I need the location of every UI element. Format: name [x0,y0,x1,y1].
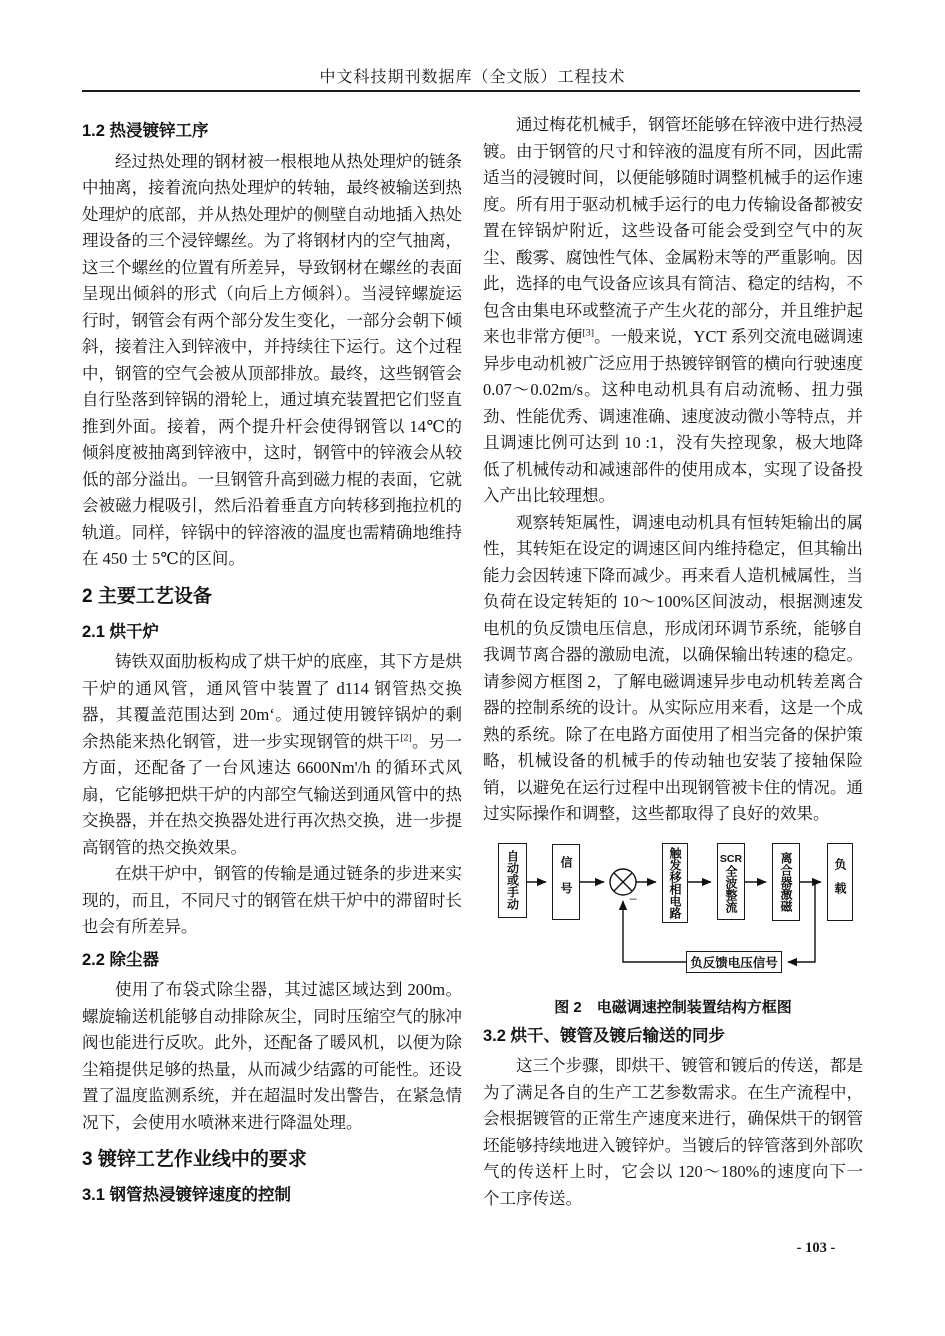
diagram-node-clutch-excitation [772,843,800,921]
diagram-node-scr-rectifier [717,843,745,920]
paragraph: 观察转矩属性，调速电动机具有恒转矩输出的属性，其转矩在设定的调速区间内维持稳定，但其输出能力会因转速下降而减少。再来看人造机械属性，当负荷在设定转矩的 10～100%区间波动，根据测速发电机的负反馈电压信息，形成闭环调节系统，能够自我调节离合器的激励电流，以确保输出转速的稳定。请参阅方框图 2，了解电磁调速异步电动机转差离合器的控制系统的设计。从实际应用来看，这是一个成熟的系统。除了在电路方面使用了相当完备的保护策略，机械设备的机械手的传动轴也安装了接轴保险销，以避免在运行过程中出现钢管被卡住的情况。通过实际操作和调整，这些都取得了良好的效果。 [483,512,863,823]
diagram-node-input [498,843,527,918]
figure-2 [483,836,863,1017]
diagram-node-label: 自动或手动 [505,850,520,910]
diagram-node-negative-feedback-voltage [686,951,782,973]
section-heading: 2 主要工艺设备 [82,585,212,607]
page-number: - 103 - [796,1240,836,1256]
section-heading: 2.2 除尘器 [82,950,160,969]
section-heading: 2.1 烘干炉 [82,622,160,641]
paragraph: 经过热处理的钢材被一根根地从热处理炉的链条中抽离，接着流向热处理炉的转轴，最终被输送到热处理炉的底部，并从热处理炉的侧壁自动地插入热处理设备的三个浸锌螺丝。为了将钢材内的空气抽离，这三个螺丝的位置有所差异，导致钢材在螺丝的表面呈现出倾斜的形式（向后上方倾斜）。当浸锌螺旋运行时，钢管会有两个部分发生变化，一部分会朝下倾斜，接着注入到锌液中，并持续往下运行。这个过程中，钢管的空气会被从顶部排放。最终，这些钢管会自行坠落到锌锅的滑轮上，通过填充装置把它们竖直推到外面。接着，两个提升杆会使得钢管以 14℃的倾斜度被抽离到锌液中，这时，钢管中的锌液会从较低的部分溢出。一旦钢管升高到磁力棍的表面，它就会被磁力棍吸引，然后沿着垂直方向转移到拖拉机的轨道。同样，锌锅中的锌溶液的温度也需精确地维持在 450 士 5℃的区间。 [82,151,462,568]
section-heading: 3.1 钢管热浸镀锌速度的控制 [82,1186,292,1204]
section-heading: 3 镀锌工艺作业线中的要求 [82,1149,307,1170]
diagram-node-label-scr: SCR [719,852,743,865]
paragraph: 在烘干炉中，钢管的传输是通过链条的步进来实现的，而且，不同尺寸的钢管在烘干炉中的滞留时长也会有所差异。 [82,864,462,936]
section-heading: 3.2 烘干、镀管及镀后输送的同步 [483,1026,726,1045]
right-column-text-top [483,112,863,828]
diagram-node-label: 负载 [833,857,847,906]
diagram-node-label: 负反馈电压信号 [690,955,778,970]
block-diagram [483,836,863,988]
paragraph: 通过梅花机械手，钢管坯能够在锌液中进行热浸镀。由于钢管的尺寸和锌液的温度有所不同，因此需适当的浸镀时间，以便能够随时调整机械手的运作速度。所有用于驱动机械手运行的电力传输设备都被安置在锌锅炉附近，这些设备可能会受到空气中的灰尘、酸雾、腐蚀性气体、金属粉末等的严重影响。因此，选择的电气设备应该具有简洁、稳定的结构，不包含由集电环或整流子产生火花的部分，并且维护起来也非常方便[3]。一般来说，YCT 系列交流电磁调速异步电动机被广泛应用于热镀锌钢管的横向行驶速度 0.07～0.02m/s。这种电动机具有启动流畅、扭力强劲、性能优秀、调速准确、速度波动微小等特点，并且调速比例可达到 10 :1，没有失控现象，极大地降低了机械传动和减速部件的使用成本，实现了设备投入产出比较理想。 [483,115,864,505]
diagram-node-label: 触发移相电路 [668,846,682,919]
diagram-node-signal [552,844,580,920]
summing-minus-sign: − [629,891,638,908]
paragraph: 铸铁双面肋板构成了烘干炉的底座，其下方是烘干炉的通风管，通风管中装置了 d114 钢管热交换器，其覆盖范围达到 20m‘。通过使用镀锌锅炉的剩余热能来热化钢管，进一步实现钢管的烘干[2]。另一方面，还配备了一台风速达 6600Nm'/h 的循环式风扇，它能够把烘干炉的内部空气输送到通风管中的热交换器，并在热交换器处进行再次热交换，进一步提高钢管的热交换效果。 [82,652,463,857]
left-column [82,112,462,1213]
paragraph: 这三个步骤，即烘干、镀管和镀后的传送，都是为了满足各自的生产工艺参数需求。在生产流程中，会根据镀管的正常生产速度来进行，确保烘干的钢管坯能够持续地进入镀锌炉。当镀后的锌管落到外部吹气的传送杆上时，它会以 120～180%的速度向下一个工序传送。 [483,1056,863,1208]
diagram-node-load [827,843,853,921]
header-rule [82,90,860,92]
page-header-title: 中文科技期刊数据库（全文版）工程技术 [319,69,626,86]
paragraph: 使用了布袋式除尘器，其过滤区域达到 200m。螺旋输送机能够自动排除灰尘，同时压缩空气的脉冲阀也能进行反吹。此外，还配备了暖风机，以便为除尘箱提供足够的热量，从而减少结露的可能性。还设置了温度监测系统，并在超温时发出警告，在紧急情况下，会使用水喷淋来进行降温处理。 [82,980,462,1132]
right-column-text-bottom [483,1023,863,1213]
figure-caption: 图 2 电磁调速控制装置结构方框图 [554,998,792,1016]
diagram-node-label: 全波整流 [724,864,738,913]
diagram-node-label: 离合器激磁 [779,851,793,912]
diagram-node-label: 信号 [559,855,573,908]
right-column [483,112,863,1212]
diagram-node-trigger-phase-circuit [662,843,688,923]
section-heading: 1.2 热浸镀锌工序 [82,122,209,140]
